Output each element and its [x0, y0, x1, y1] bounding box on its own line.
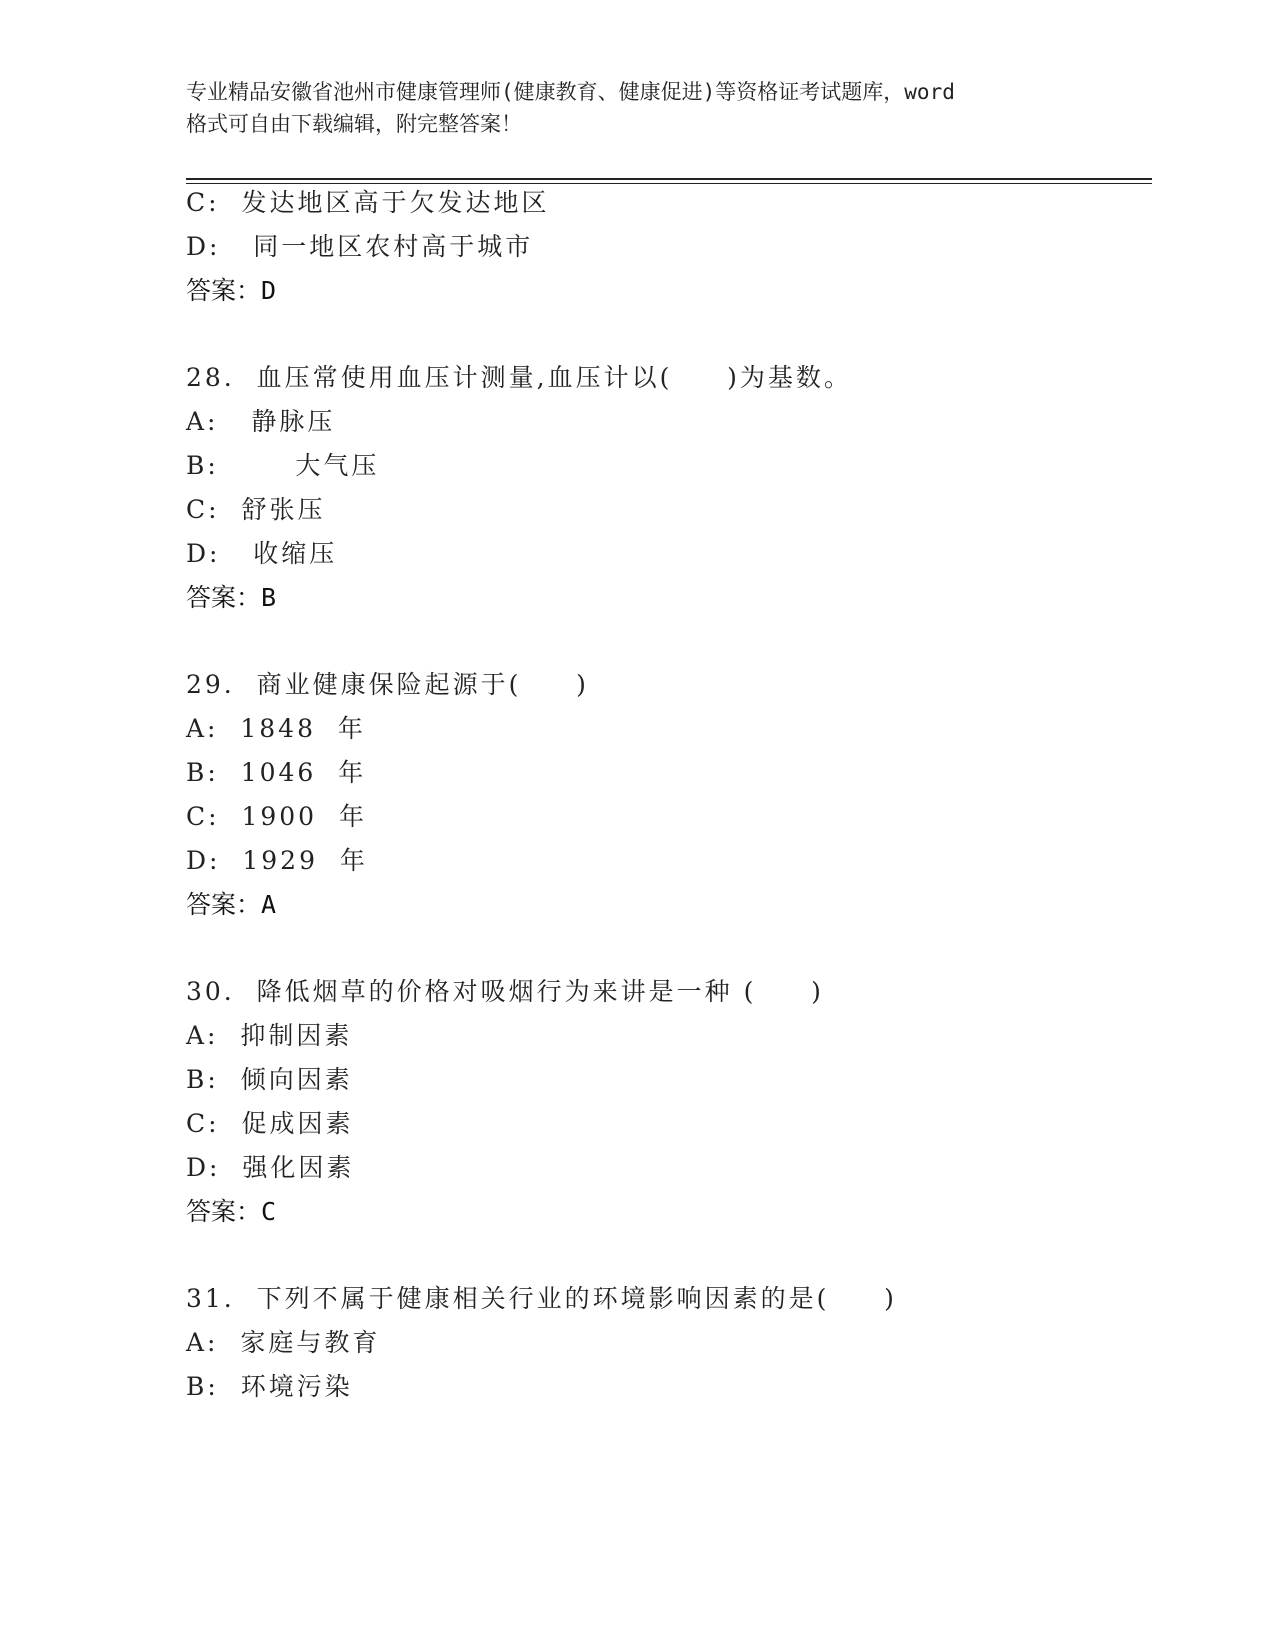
answer-value: B [261, 583, 277, 612]
q27-option-c: C: 发达地区高于欠发达地区 [186, 188, 550, 217]
header-divider-thin [186, 183, 1152, 184]
answer-label: 答案： [186, 583, 262, 612]
q28-question: 28. 血压常使用血压计测量,血压计以( )为基数。 [186, 363, 852, 392]
answer-value: A [261, 890, 277, 919]
q29-answer [186, 889, 276, 921]
q29-option-d: D: 1929 年 [186, 846, 368, 875]
q27-option-d: D: 同一地区农村高于城市 [186, 232, 534, 261]
answer-label: 答案： [186, 1197, 262, 1226]
q27-answer [186, 275, 276, 307]
answer-value: C [261, 1197, 277, 1226]
answer-label: 答案： [186, 276, 262, 305]
q28-option-d: D: 收缩压 [186, 539, 338, 568]
header-line-1: 专业精品安徽省池州市健康管理师(健康教育、健康促进)等资格证考试题库，word [186, 80, 955, 104]
q31-option-b: B: 环境污染 [186, 1372, 353, 1401]
q30-option-b: B: 倾向因素 [186, 1065, 353, 1094]
q31-question: 31. 下列不属于健康相关行业的环境影响因素的是( ) [186, 1284, 897, 1313]
q28-answer [186, 582, 276, 614]
q29-question: 29. 商业健康保险起源于( ) [186, 670, 589, 699]
header-line-2: 格式可自由下载编辑，附完整答案！ [186, 112, 522, 136]
q28-option-b: B: 大气压 [186, 451, 380, 480]
q30-question: 30. 降低烟草的价格对吸烟行为来讲是一种 ( ) [186, 977, 824, 1006]
q31-option-a: A: 家庭与教育 [186, 1328, 381, 1357]
q28-option-c: C: 舒张压 [186, 495, 326, 524]
q30-option-d: D: 强化因素 [186, 1153, 355, 1182]
header-divider-thick [186, 178, 1152, 180]
answer-value: D [261, 276, 277, 305]
q30-answer [186, 1196, 276, 1228]
document-header [186, 76, 1086, 140]
q28-option-a: A: 静脉压 [186, 407, 336, 436]
q29-option-a: A: 1848 年 [186, 714, 366, 743]
answer-label: 答案： [186, 890, 262, 919]
q29-option-b: B: 1046 年 [186, 758, 367, 787]
q30-option-a: A: 抑制因素 [186, 1021, 353, 1050]
q29-option-c: C: 1900 年 [186, 802, 367, 831]
q30-option-c: C: 促成因素 [186, 1109, 354, 1138]
